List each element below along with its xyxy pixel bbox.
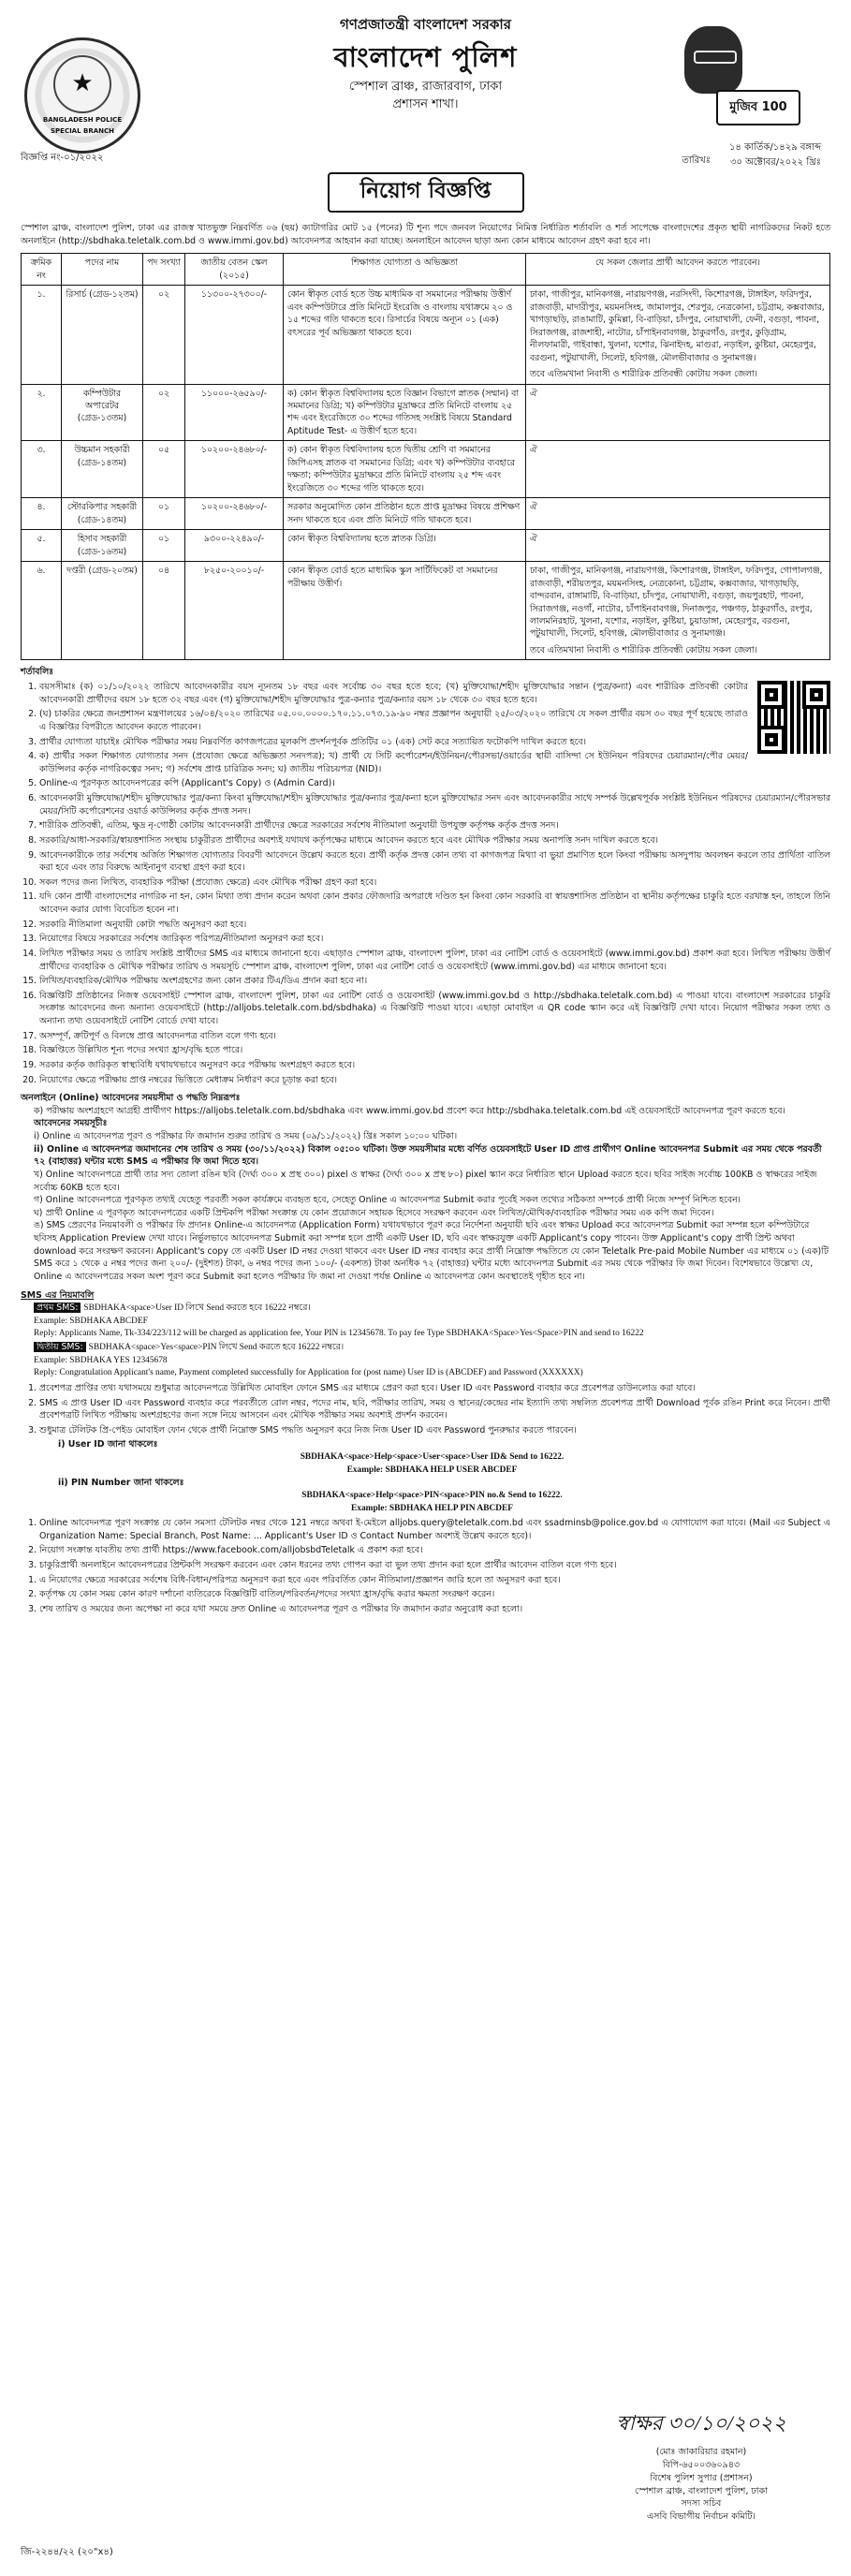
- online-start-text: Online এ আবেদনপত্র পূরণ ও পরীক্ষার ফি জমাদান শুরুর তারিখ ও সময় (০৯/১১/২০২২) খ্রিঃ সকাল ১০:০০ ঘটিকা।: [42, 1131, 458, 1142]
- col-count: পদ সংখ্যা: [143, 254, 185, 286]
- list-item: 11. যদি কোন প্রার্থী বাংলাদেশের নাগরিক না হন, কোন মিথ্যা তথ্য প্রদান করেন অথবা কোন প্রকার ফৌজদারি অপরাধে দণ্ডিত হন কিংবা কোন সরকারি বা স্বায়ত্তশাসিত প্রতিষ্ঠান বা স্থানীয় কর্তৃপক্ষের চাকুরি হতে বরখাস্ত হন, তাহলে তিনি আবেদন করার যোগ্য বিবেচিত হবেন না।: [39, 891, 830, 916]
- table-row: [22, 498, 830, 530]
- government-name: গণপ্রজাতন্ত্রী বাংলাদেশ সরকার: [340, 16, 511, 33]
- list-item: 14. লিখিত পরীক্ষার সময় ও তারিখ সংশ্লিষ্ট প্রার্থীদের SMS এর মাধ্যমে জানানো হবে। এছাড়াও স্পেশাল ব্রাঞ্চ, বাংলাদেশ পুলিশ, ঢাকা এর নোটিশ বোর্ড ও ওয়েবসাইটে (www.immi.gov.bd) প্রকাশ করা হবে। লিখিত পরীক্ষায় উত্তীর্ণ প্রার্থীদের ব্যবহারিক ও মৌখিক পরীক্ষার তারিখ ও সময়সূচি স্পেশাল ব্রাঞ্চ, বাংলাদেশ পুলিশ, ঢাকা এর নোটিশ বোর্ড ও ওয়েবসাইটে (www.immi.gov.bd) এর মাধ্যমে জানানো হবে।: [39, 948, 830, 973]
- cell-scale-text: ৮২৫০-২০০১০/-: [203, 566, 265, 577]
- cell-count: [143, 286, 185, 384]
- conditions-list: [21, 681, 830, 1086]
- list-item: 8. সরকারি/আধা-সরকারি/স্বায়ত্তশাসিত সংস্থায় চাকুরীরত প্রার্থীদের অবশ্যই যথাযথ কর্তৃপক্ষের মাধ্যমে আবেদন করতে হবে এবং মৌখিক পরীক্ষার সময় অনাপত্তি সনদ দাখিল করতে হবে।: [39, 834, 830, 847]
- table-header-row: [22, 254, 830, 286]
- list-item: 13. নিয়োগের বিষয়ে সরকারের সর্বশেষ জারিকৃত পরিপত্র/নীতিমালা অনুসরণ করা হবে।: [39, 933, 830, 946]
- list-item: 3. শুধুমাত্র টেলিটক প্রি-পেইড মোবাইল ফোন থেকে প্রার্থী নিম্নোক্ত SMS পদ্ধতি অনুসরণ করে নিজ নিজ User ID এবং Password পুনরুদ্ধার করতে পারবেন।: [39, 1424, 830, 1437]
- cell-count: [143, 530, 185, 562]
- memo-number: বিজ্ঞপ্তি নং-০১/২০২২: [21, 153, 104, 163]
- cell-districts-text: ঢাকা, গাজীপুর, মানিকগঞ্জ, নারায়ণগঞ্জ, কিশোরগঞ্জ, টাঙ্গাইল, ফরিদপুর, গোপালগঞ্জ, রাজবাড়ী, শরীয়তপুর, ময়মনসিংহ, নেত্রকোনা, চট্টগ্রাম, কক্সবাজার, খাগড়াছড়ি, বান্দরবান, রাঙ্গামাটি, বি-বাড়িয়া, চাঁদপুর, নোয়াখালী, বগুড়া, জয়পুরহাট, পাবনা, সিরাজগঞ্জ, নওগাঁ, নাটোর, চাঁপাইনবাবগঞ্জ, দিনাজপুর, পঞ্চগড়, ঠাকুরগাঁও, রংপুর, লালমনিরহাট, খুলনা, যশোর, নড়াইল, কুষ্টিয়া, চুয়াডাঙ্গা, মেহেরপুর, বরগুনা, পটুয়াখালী, সিলেট, হবিগঞ্জ, মৌলভীবাজার ও সুনামগঞ্জ।: [530, 566, 823, 640]
- lost-user-cmd: SBDHAKA<space>Help<space>User<space>User ID& Send to 16222.: [300, 1452, 565, 1463]
- list-item: 2. কর্তৃপক্ষ যে কোন সময় কোন কারণ দর্শানো ব্যতিরেকে বিজ্ঞপ্তিটি বাতিল/পরিবর্তন/পদের সংখ্যা হ্রাস/বৃদ্ধি করার ক্ষমতা সংরক্ষণ করেন।: [39, 1588, 830, 1601]
- cell-count-text: ০৫: [157, 445, 170, 456]
- cell-sl: [22, 498, 62, 530]
- cell-count: [143, 441, 185, 498]
- cell-scale: [185, 530, 284, 562]
- list-item: 12. সরকারি নীতিমালা অনুযায়ী কোটা পদ্ধতি অনুসরণ করা হবে।: [39, 919, 830, 932]
- section-name: প্রশাসন শাখা।: [392, 96, 459, 111]
- cell-sl: [22, 384, 62, 441]
- list-item: 3. চাকুরিপ্রার্থী অনলাইনে আবেদনপত্রের প্রিন্টকপি সংরক্ষণ করবেন এবং কোন ধরনের তথ্য গোপন করা বা ভুল তথ্য প্রদান করা হলে প্রার্থীর আবেদন বাতিল বলে গণ্য হবে।: [39, 1559, 830, 1572]
- online-copy: ঘ) প্রার্থী Online এ পূরণকৃত আবেদনপত্রের একটি প্রিন্টকপি পরীক্ষা সংক্রান্ত যে কোন প্রয়োজনে সহায়ক হিসেবে সংরক্ষণ করবেন এবং লিখিত/মৌখিক/ব্যবহারিক পরীক্ষার সময় এক কপি জমা দিবেন।: [34, 1207, 714, 1218]
- cell-districts: [526, 498, 830, 530]
- final-notes: [21, 1574, 830, 1616]
- cell-districts: [526, 286, 830, 384]
- cell-scale: [185, 384, 284, 441]
- date-block: [682, 140, 821, 170]
- portrait-image: [675, 22, 799, 133]
- list-item: 4. ক) প্রার্থীর সকল শিক্ষাগত যোগ্যতার সনদ (প্রযোজ্য ক্ষেত্রে অভিজ্ঞতা সনদপত্র); খ) প্রার্থী যে সিটি কর্পোরেশন/ইউনিয়ন/পৌরসভা/ওয়ার্ডের স্থায়ী বাসিন্দা সে ইউনিয়ন পরিষদের চেয়ারম্যান/পৌর মেয়র/কাউন্সিলর কর্তৃক নাগরিকত্বের সনদ; গ) সর্বশেষ প্রাপ্ত চারিত্রিক সনদ; ঘ) জাতীয় পরিচয়পত্র (NID)।: [39, 750, 830, 775]
- date-english: ৩০ অক্টোবর/২০২২ খ্রিঃ: [729, 157, 821, 168]
- cell-sl: [22, 286, 62, 384]
- table-row: [22, 384, 830, 441]
- cell-districts: [526, 530, 830, 562]
- list-item: 16. বিজ্ঞপ্তিটি প্রতিষ্ঠানের নিজস্ব ওয়েবসাইট স্পেশাল ব্রাঞ্চ, বাংলাদেশ পুলিশ, ঢাকা এর নোটিশ বোর্ড ও ওয়েবসাইট (www.immi.gov.bd ও http://sbdhaka.teletalk.com.bd) এ পাওয়া যাবে। বাংলাদেশ সরকারের চাকুরি সংক্রান্ত আবেদনের জন্য অন্যান্য ওয়েবসাইটে (http://alljobs.teletalk.com.bd/sbdhaka) এ বিজ্ঞপ্তিটি পাওয়া যাবে। এছাড়া মোবাইল এ QR code স্ক্যান করে এই বিজ্ঞপ্তিটি দেখা যাবে। নিয়োগ পরীক্ষার সকল তথ্য ও অন্যান্য তথ্য ওয়েবসাইটে নোটিশ বোর্ডে দেখা যাবে।: [39, 990, 830, 1028]
- cell-count-text: ০১: [157, 502, 170, 513]
- lost-pin-example: Example: SBDHAKA HELP PIN ABCDEF: [351, 1503, 513, 1513]
- cell-qual-text: সরকার অনুমোদিত কোন প্রতিষ্ঠান হতে প্রাপ্ত মুদ্রাক্ষর বিষয়ে প্রশিক্ষণ সনদ থাকতে হবে এবং প্রতি মিনিটে গতি থাকতে হবে।: [287, 502, 521, 525]
- cell-post: [62, 498, 143, 530]
- cell-post-text: দপ্তরী (গ্রেড-২০তম): [66, 566, 138, 577]
- cell-post: [62, 286, 143, 384]
- notice-title: নিয়োগ বিজ্ঞপ্তি: [328, 172, 524, 213]
- list-item: 5. Online-এ পূরণকৃত আবেদনপত্রের কপি (Applicant's Copy) ও (Admin Card)।: [39, 777, 830, 790]
- first-sms-label: প্রথম SMS:: [34, 1303, 81, 1313]
- list-item: 2. নিয়োগ সংক্রান্ত যাবতীয় তথ্য প্রার্থী https://www.facebook.com/alljobsbdTeletalk এ প্রকাশ করা হবে।: [39, 1544, 830, 1557]
- cell-post-text: উচ্চমান সহকারী (গ্রেড-১৪তম): [74, 445, 130, 468]
- sms-second: [21, 1341, 830, 1355]
- cell-sl-text: ১.: [37, 289, 46, 301]
- deadline-title: আবেদনের সময়সূচীঃ: [34, 1118, 108, 1129]
- cell-post: [62, 384, 143, 441]
- col-qualification: শিক্ষাগত যোগ্যতা ও অভিজ্ঞতা: [284, 254, 526, 286]
- online-photo: খ) Online আবেদনপত্রে প্রার্থী তার সদ্য তোলা রঙিন ছবি (দৈর্ঘ্য ৩০০ x প্রস্থ ৩০০) pixel ও স্বাক্ষর (দৈর্ঘ্য ৩০০ x প্রস্থ ৮০) pixel স্ক্যান করে নির্ধারিত স্থানে Upload করতে হবে। ছবির সাইজ সর্বোচ্চ 100KB ও স্বাক্ষরের সাইজ সর্বোচ্চ 60KB হতে হবে।: [34, 1169, 817, 1193]
- cell-sl: [22, 441, 62, 498]
- date-label: তারিখঃ: [682, 155, 711, 166]
- cell-scale-text: ১১০০০-২৬৫৯০/-: [200, 388, 268, 399]
- cell-districts: [526, 562, 830, 660]
- cell-qual-text: কোন স্বীকৃত বোর্ড হতে মাধ্যমিক স্কুল সার্টিফিকেট বা সমমানের পরীক্ষায় উত্তীর্ণ।: [287, 566, 498, 589]
- sms-title: SMS এর নিয়মাবলি: [21, 1289, 95, 1301]
- cell-qual: [284, 562, 526, 660]
- cell-scale: [185, 562, 284, 660]
- cell-scale: [185, 498, 284, 530]
- cell-sl-text: ৩.: [37, 445, 46, 456]
- cell-scale: [185, 441, 284, 498]
- cell-sl: [22, 562, 62, 660]
- cell-qual: [284, 384, 526, 441]
- col-districts: যে সকল জেলার প্রার্থী আবেদন করতে পারবেন।: [526, 254, 830, 286]
- online-end: ii) Online এ আবেদনপত্র জমাদানের শেষ তারিখ ও সময় (৩০/১১/২০২২) বিকাল ০৫:০০ ঘটিকা। উক্ত সময়সীমার মধ্যে বর্ণিত ওয়েবসাইটে User ID প্রাপ্ত প্রার্থীগণ Online আবেদনপত্র Submit এর সময় থেকে পরবর্তী ৭২ (বাহাত্তর) ঘন্টার মধ্যে SMS এ পরীক্ষার ফি জমা দিতে হবে।: [34, 1143, 822, 1168]
- lost-pin-cmd: SBDHAKA<space>Help<space>PIN<space>PIN no.& Send to 16222.: [301, 1490, 563, 1500]
- date-bangla: ১৪ কার্তিক/১৪২৯ বঙ্গাব্দ: [728, 142, 821, 153]
- cell-count-text: ০২: [157, 289, 170, 301]
- cell-sl-text: ৪.: [37, 502, 46, 513]
- cell-count: [143, 384, 185, 441]
- online-start: i) Online এ আবেদনপত্র পূরণ ও পরীক্ষার ফি জমাদান শুরুর তারিখ ও সময় (০৯/১১/২০২২) খ্রিঃ সকাল ১০:০০ ঘটিকা।: [34, 1131, 458, 1142]
- glasses-icon: [694, 51, 737, 64]
- table-row: [22, 562, 830, 660]
- signature-block: [589, 2408, 814, 2524]
- list-item: 2. SMS এ প্রাপ্ত User ID এবং Password ব্যবহার করে পরবর্তীতে রোল নম্বর, পদের নাম, ছবি, পরীক্ষার তারিখ, সময় ও স্থানের/কেন্দ্রের নাম ইত্যাদি তথ্য সম্বলিত প্রবেশপত্র প্রার্থী Download পূর্বক রঙিন Print করে নিবেন। প্রার্থী প্রবেশপত্রটি লিখিত পরীক্ষায় অংশগ্রহণের জন্য সঙ্গে নিয়ে আসবেন এবং মৌখিক পরীক্ষার সময় অবশ্যই প্রদর্শন করবেন।: [39, 1397, 830, 1422]
- cell-sl-text: ৫.: [37, 534, 46, 545]
- col-sl: ক্রমিক নং: [22, 254, 62, 286]
- cell-sl: [22, 530, 62, 562]
- second-sms-reply: Reply: Congratulation Applicant's name, Payment completed successfully for Application for (post name) User ID is (ABCDEF) and Password (XXXXXX): [34, 1368, 583, 1378]
- cell-districts-text: ঐ: [530, 502, 537, 513]
- list-item: 19. সরকার কর্তৃক জারিকৃত স্বাস্থ্যবিধি যথাযথভাবে অনুসরণ করে পরীক্ষায় অংশগ্রহণ করতে হবে।: [39, 1059, 830, 1072]
- list-item: 7. শারীরিক প্রতিবন্ধী, এতিম, ক্ষুদ্র নৃ-গোষ্ঠী কোটায় আবেদনকারী প্রার্থীদের ক্ষেত্রে সরকারের সর্বশেষ নীতিমালা অনুযায়ী উপযুক্ত কর্তৃপক্ষ কর্তৃক প্রদত্ত সনদ।: [39, 819, 830, 832]
- signer-name: (মোঃ জাকারিয়ার রহমান): [655, 2447, 747, 2458]
- list-item: 18. বিজ্ঞপ্তিতে উল্লিখিত শূন্য পদের সংখ্যা হ্রাস/বৃদ্ধি হতে পারে।: [39, 1044, 830, 1057]
- list-item: 2. (ঘ) চাকরির ক্ষেত্রে জনপ্রশাসন মন্ত্রণালয়ের ১৬/০৪/২০২০ তারিখের ০৫.০০.০০০০.১৭০.১১.০৭৩.১৯-৯০ নম্বর প্রজ্ঞাপন অনুযায়ী ২৫/০৩/২০২০ তারিখে যে সকল প্রার্থীর বয়স ৩০ বছর পূর্ণ হয়েছে তারাও এ বিজ্ঞপ্তির বিপরীতে আবেদন করতে পারবেন।: [39, 708, 830, 733]
- conditions-title: শর্তাবলিঃ: [21, 667, 54, 678]
- list-item: 1. এ নিয়োগের ক্ষেত্রে সরকারের সর্বশেষ বিধি-বিধান/পরিপত্র অনুসরণ করা হবে এবং পরিবর্তিত কোন নীতিমালা/প্রজ্ঞাপন জারি হলে তা অনুসরণ করা হবে।: [39, 1574, 830, 1587]
- reference-row: [21, 142, 830, 170]
- cell-post-text: স্টোরকিপার সহকারী (গ্রেড-১৪তম): [66, 502, 138, 525]
- first-sms-reply: Reply: Applicants Name, Tk-334/223/112 will be charged as application fee, Your PIN is 12345678. To pay fee Type SBDHAKA<Space>Yes<Space>PIN and send to 16222: [34, 1329, 644, 1339]
- cell-post: [62, 562, 143, 660]
- cell-post-text: রিসার্চ (গ্রেড-১২তম): [66, 289, 139, 301]
- logo-text: BANGLADESH POLICE: [42, 115, 123, 124]
- online-fill: গ) Online আবেদনপত্রে পূরণকৃত তথ্যই যেহেতু পরবর্তী সকল কার্যক্রমে ব্যবহৃত হবে, সেহেতু Online এ আবেদনপত্র Submit করার পূর্বেই সকল তথ্যের সঠিকতা সম্পর্কে প্রার্থী নিজে সম্পূর্ণ নিশ্চিত হবেন।: [34, 1195, 741, 1206]
- cell-qual-text: কোন স্বীকৃত বোর্ড হতে উচ্চ মাধ্যমিক বা সমমানের পরীক্ষায় উত্তীর্ণ এবং কম্পিউটারে প্রতি মিনিটে ইংরেজি ও বাংলায় যথাক্রমে ২০ ও ১৫ শব্দের গতি থাকতে হবে। রিসার্চের বিষয়ে অন্যূন ০১ (এক) বৎসরের পূর্ব অভিজ্ঞতা থাকতে হবে।: [287, 289, 513, 338]
- second-sms-cmd: SBDHAKA<space>Yes<space>PIN লিখে Send করতে হবে 16222 নম্বরে।: [88, 1343, 345, 1353]
- cell-districts-note: তবে এতিমখানা নিবাসী ও শারীরিক প্রতিবন্ধী কোটায় সকল জেলা।: [530, 369, 758, 380]
- cell-count: [143, 562, 185, 660]
- cell-qual: [284, 530, 526, 562]
- cell-sl-text: ৬.: [37, 566, 46, 577]
- cell-scale-text: ১০২০০-২৪৬৮০/-: [200, 445, 268, 456]
- cell-post: [62, 441, 143, 498]
- online-end-text: Online এ আবেদনপত্র জমাদানের শেষ তারিখ ও সময় (৩০/১১/২০২২) বিকাল ০৫:০০ ঘটিকা। উক্ত সময়সীমার মধ্যে বর্ণিত ওয়েবসাইটে User ID প্রাপ্ত প্রার্থীগণ Online আবেদনপত্র Submit এর সময় থেকে পরবর্তী ৭২ (বাহাত্তর) ঘন্টার মধ্যে SMS এ পরীক্ষার ফি জমা দিতে হবে।: [34, 1143, 822, 1168]
- header: [21, 13, 830, 172]
- cell-districts: [526, 384, 830, 441]
- signature-scribble: স্বাক্ষর ৩০/১০/২০২২: [616, 2411, 786, 2436]
- cell-count-text: ০৪: [157, 566, 170, 577]
- cell-post: [62, 530, 143, 562]
- cell-qual: [284, 498, 526, 530]
- lost-pin-title: ii) PIN Number জানা থাকলেঃ: [58, 1478, 184, 1489]
- qr-code[interactable]: [757, 681, 830, 754]
- table-row: [22, 286, 830, 384]
- cell-qual-text: কোন স্বীকৃত বিশ্ববিদ্যালয় হতে স্নাতক ডিগ্রি।: [287, 534, 436, 545]
- lost-user-title: i) User ID জানা থাকলেঃ: [58, 1439, 158, 1450]
- mujib-100-logo: মুজিব 100: [716, 90, 800, 125]
- signer-role: সদস্য সচিব: [681, 2498, 722, 2510]
- list-item: 15. লিখিত/ব্যবহারিক/মৌখিক পরীক্ষায় অংশগ্রহণের জন্য কোন প্রকার টিএ/ডিএ প্রদান করা হবে না।: [39, 975, 830, 988]
- cell-districts-note: তবে এতিমখানা নিবাসী ও শারীরিক প্রতিবন্ধী কোটায় সকল জেলা।: [530, 644, 758, 655]
- col-post: পদের নাম: [62, 254, 143, 286]
- sms-notes: [21, 1382, 830, 1437]
- online-intro: ক) পরীক্ষায় অংশগ্রহণে আগ্রহী প্রার্থীগণ https://alljobs.teletalk.com.bd/sbdhaka এবং www.immi.gov.bd প্রবেশ করে http://sbdhaka.teletalk.com.bd এই ওয়েবসাইটে আবেদনপত্র পূরণ করতে হবে।: [34, 1105, 785, 1116]
- department-name: বাংলাদেশ পুলিশ: [333, 40, 518, 73]
- cell-scale-text: ১১৩০০-২৭৩০০/-: [200, 289, 268, 301]
- sms-first: [21, 1302, 830, 1316]
- cell-post-text: হিসাব সহকারী (গ্রেড-১৬তম): [77, 534, 127, 557]
- cell-count-text: ০২: [157, 388, 170, 399]
- online-sms-fee-text: SMS প্রেরণের নিয়মাবলী ও পরীক্ষার ফি প্রদানঃ Online-এ আবেদনপত্র (Application Form) যথাযথভাবে পূরণ করে নির্দেশনা অনুযায়ী ছবি এবং স্বাক্ষর Upload করে আবেদনপত্র Submit করা সম্পন্ন হলে কম্পিউটারে ছবিসহ Application Preview দেখা যাবে। নির্ভুলভাবে আবেদনপত্র Submit করা সম্পন্ন হলে প্রার্থী একটি User ID, ছবি এবং স্বাক্ষরযুক্ত একটি Applicant's copy পাবেন। উক্ত Applicant's copy প্রার্থী প্রিন্ট অথবা download করে সংরক্ষণ করবেন। Applicant's copy তে একটি User ID নম্বর দেওয়া থাকবে এবং User ID নম্বর ব্যবহার করে প্রার্থী নিম্নোক্ত পদ্ধতিতে যে কোন Teletalk Pre-paid Mobile Number এর মাধ্যমে ০১ (এক)টি SMS করে ১ থেকে ৫ নম্বর পদের জন্য ২০০/- (দুইশত) টাকা, ৬ নম্বর পদের জন্য ১০০/- (একশত) টাকা অনধিক ৭২ (বাহাত্তর) ঘন্টার মধ্যে আবেদনপত্র Submit এর সময় থেকে পরীক্ষার ফি জমা দিবেন। বিশেষভাবে উল্লেখ্য যে, Online এ আবেদনপত্রের সকল অংশ পূরণ করে Submit করা হলেও পরীক্ষার ফি জমা না দেওয়া পর্যন্ত Online এ আবেদনপত্র কোন অবস্থাতেই গৃহীত হবে না।: [34, 1220, 829, 1282]
- online-title: অনলাইনে (Online) আবেদনের সময়সীমা ও পদ্ধতি নিম্নরূপঃ: [21, 1093, 241, 1104]
- footer-code: জি-২২৪৪/২২ (২০"x৪): [21, 2546, 113, 2557]
- list-item: 6. আবেদনকারী মুক্তিযোদ্ধা/শহীদ মুক্তিযোদ্ধার পুত্র/কন্যা কিংবা মুক্তিযোদ্ধা/শহীদ মুক্তিযোদ্ধার পুত্র/কন্যার পুত্র/কন্যা হলে মুক্তিযোদ্ধার সনদ এবং আবেদনকারীর সাথে সম্পর্ক উল্লেখপূর্বক সংশ্লিষ্ট ইউনিয়ন পরিষদের চেয়ারম্যান/পৌরসভার মেয়র/সিটি কর্পোরেশনের ওয়ার্ড কাউন্সিলর কর্তৃক প্রদত্ত সনদ।: [39, 792, 830, 817]
- list-item: 1. বয়সসীমাঃ (ক) ০১/১০/২০২২ তারিখে আবেদনকারীর বয়স ন্যূনতম ১৮ বছর এবং সর্বোচ্চ ৩০ বছর হতে হবে; (খ) মুক্তিযোদ্ধা/শহীদ মুক্তিযোদ্ধার সন্তান (পুত্র/কন্যা) এবং শারীরিক প্রতিবন্ধী কোটার আবেদনকারী প্রার্থীদের বয়স ১৮ হতে ৩২ বছর এবং (গ) মুক্তিযোদ্ধা/শহীদ মুক্তিযোদ্ধার পুত্র-কন্যার পুত্র/কন্যার বয়স ১৮ থেকে ৩০ বছর হতে হবে।: [39, 681, 830, 706]
- cell-districts-text: ঢাকা, গাজীপুর, মানিকগঞ্জ, নারায়ণগঞ্জ, নরসিংদী, কিশোরগঞ্জ, টাঙ্গাইল, ফরিদপুর, রাজবাড়ী, মাদারীপুর, ময়মনসিংহ, জামালপুর, শেরপুর, নেত্রকোনা, চট্টগ্রাম, কক্সবাজার, খাগড়াছড়ি, রাঙামাটি, কুমিল্লা, বি-বাড়িয়া, চাঁদপুর, নোয়াখালী, ফেনী, বগুড়া, পাবনা, সিরাজগঞ্জ, রাজশাহী, নাটোর, চাঁপাইনবাবগঞ্জ, ঠাকুরগাঁও, রংপুর, কুড়িগ্রাম, নীলফামারী, গাইবান্ধা, খুলনা, যশোর, ঝিনাইদহ, মাগুরা, নড়াইল, কুষ্টিয়া, মেহেরপুর, বরগুনা, পটুয়াখালী, সিলেট, হবিগঞ্জ, মৌলভীবাজার ও সুনামগঞ্জ।: [530, 289, 825, 363]
- cell-qual-text: ক) কোন স্বীকৃত বিশ্ববিদ্যালয় হতে দ্বিতীয় শ্রেণি বা সমমানের জিপিএসহ স্নাতক বা সমমানের ডিগ্রি; এবং খ) কম্পিউটার ব্যবহারে দক্ষতা; কম্পিউটার মুদ্রাক্ষরে প্রতি মিনিটে বাংলায় ২৫ শব্দ এবং ইংরেজিতে ৩০ শব্দের গতি থাকতে হবে।: [287, 445, 515, 493]
- list-item: 17. অসম্পূর্ণ, ক্রটিপূর্ণ ও বিলম্বে প্রাপ্ত আবেদনপত্র বাতিল বলে গণ্য হবে।: [39, 1030, 830, 1043]
- posts-table: [21, 253, 830, 660]
- list-item: 10. সকল পদের জন্য লিখিত, ব্যবহারিক পরীক্ষা (প্রযোজ্য ক্ষেত্রে) এবং মৌখিক পরীক্ষা গ্রহণ করা হবে।: [39, 876, 830, 890]
- cell-districts: [526, 441, 830, 498]
- online-fill-text: Online আবেদনপত্রে পূরণকৃত তথ্যই যেহেতু পরবর্তী সকল কার্যক্রমে ব্যবহৃত হবে, সেহেতু Online এ আবেদনপত্র Submit করার পূর্বেই সকল তথ্যের সঠিকতা সম্পর্কে প্রার্থী নিজে সম্পূর্ণ নিশ্চিত হবেন।: [45, 1195, 741, 1206]
- cell-qual-text: ক) কোন স্বীকৃত বিশ্ববিদ্যালয় হতে বিজ্ঞান বিভাগে স্নাতক (সম্মান) বা সমমানের ডিগ্রি; খ) কম্পিউটার মুদ্রাক্ষরে প্রতি মিনিটে বাংলায় ২৫ শব্দ এবং ইংরেজিতে ৩০ শব্দের গতিসহ সংশ্লিষ্ট বিষয়ে Standard Aptitude Test- এ উত্তীর্ণ হতে হবে।: [287, 388, 520, 436]
- branch-name: স্পেশাল ব্রাঞ্চ, রাজারবাগ, ঢাকা: [348, 79, 503, 94]
- second-sms-example: Example: SBDHAKA YES 12345678: [34, 1355, 168, 1365]
- cell-districts-text: ঐ: [530, 388, 537, 399]
- list-item: 1. Online আবেদনপত্র পূরণ সংক্রান্ত যে কোন সমস্যা টেলিটক নম্বর থেকে 121 নম্বরে অথবা ই-মেইলে alljobs.query@teletalk.com.bd এবং ssadminsb@police.gov.bd এ যোগাযোগ করা যাবে। (Mail এর Subject এ Organization Name: Special Branch, Post Name: ... Applicant's User ID ও Contact Number অবশ্যই উল্লেখ করতে হবে)।: [39, 1517, 830, 1542]
- cell-count-text: ০১: [157, 534, 170, 545]
- list-item: 9. আবেদনকারীকে তার সর্বশেষ অর্জিত শিক্ষাগত যোগ্যতার বিবরণী আবেদনে উল্লেখ করতে হবে। প্রার্থী কর্তৃক প্রদত্ত কোন তথ্য বা কাগজপত্র মিথ্যা বা ভুয়া প্রমাণিত হলে কিংবা পরীক্ষায় অসদুপায় অবলম্বন করলে তার প্রার্থিতা বাতিল করা হবে এবং তার বিরুদ্ধে আইনানুগ ব্যবস্থা গ্রহণ করা হবে।: [39, 849, 830, 875]
- col-scale: জাতীয় বেতন স্কেল (২০১৫): [185, 254, 284, 286]
- list-item: 3. প্রার্থীর যোগ্যতা যাচাইঃ মৌখিক পরীক্ষার সময় নিম্নবর্ণিত কাগজপত্রের মূলকপি প্রদর্শনপূর্বক প্রতিটির ০১ (এক) সেট করে সত্যায়িত ফটোকপি দাখিল করতে হবে।: [39, 736, 830, 749]
- intro-paragraph: স্পেশাল ব্রাঞ্চ, বাংলাদেশ পুলিশ, ঢাকা এর রাজস্ব খাতভুক্ত নিম্নবর্ণিত ০৬ (ছয়) ক্যাটাগরির মোট ১৫ (পনের) টি শূন্য পদে জনবল নিয়োগের নিমিত্ত নির্ধারিত শর্তাবলি ও শর্ত সাপেক্ষে বাংলাদেশের প্রকৃত স্থায়ী নাগরিকদের নিকট হতে অনলাইনে (http://sbdhaka.teletalk.com.bd ও www.immi.gov.bd) আবেদনপত্র আহবান করা যাচ্ছে। অনলাইনে আবেদন ছাড়া অন্য কোন মাধ্যমে আবেদন গ্রহণ করা হবে না।: [21, 223, 830, 246]
- extra-notes: [21, 1517, 830, 1572]
- first-sms-cmd: SBDHAKA<space>User ID লিখে Send করতে হবে 16222 নম্বরে।: [83, 1303, 311, 1314]
- cell-scale: [185, 286, 284, 384]
- police-emblem-icon: ★: [53, 55, 111, 113]
- online-sms-fee: ঙ) SMS প্রেরণের নিয়মাবলী ও পরীক্ষার ফি প্রদানঃ Online-এ আবেদনপত্র (Application Form) যথাযথভাবে পূরণ করে নির্দেশনা অনুযায়ী ছবি এবং স্বাক্ষর Upload করে আবেদনপত্র Submit করা সম্পন্ন হলে কম্পিউটারে ছবিসহ Application Preview দেখা যাবে। নির্ভুলভাবে আবেদনপত্র Submit করা সম্পন্ন হলে প্রার্থী একটি User ID, ছবি এবং স্বাক্ষরযুক্ত একটি Applicant's copy পাবেন। উক্ত Applicant's copy প্রার্থী প্রিন্ট অথবা download করে সংরক্ষণ করবেন। Applicant's copy তে একটি User ID নম্বর দেওয়া থাকবে এবং User ID নম্বর ব্যবহার করে প্রার্থী নিম্নোক্ত পদ্ধতিতে যে কোন Teletalk Pre-paid Mobile Number এর মাধ্যমে ০১ (এক)টি SMS করে ১ থেকে ৫ নম্বর পদের জন্য ২০০/- (দুইশত) টাকা, ৬ নম্বর পদের জন্য ১০০/- (একশত) টাকা অনধিক ৭২ (বাহাত্তর) ঘন্টার মধ্যে আবেদনপত্র Submit এর সময় থেকে পরীক্ষার ফি জমা দিবেন। বিশেষভাবে উল্লেখ্য যে, Online এ আবেদনপত্রের সকল অংশ পূরণ করে Submit করা হলেও পরীক্ষার ফি জমা না দেওয়া পর্যন্ত Online এ আবেদনপত্র কোন অবস্থাতেই গৃহীত হবে না।: [34, 1220, 829, 1282]
- online-photo-text: Online আবেদনপত্রে প্রার্থী তার সদ্য তোলা রঙিন ছবি (দৈর্ঘ্য ৩০০ x প্রস্থ ৩০০) pixel ও স্বাক্ষর (দৈর্ঘ্য ৩০০ x প্রস্থ ৮০) pixel স্ক্যান করে নির্ধারিত স্থানে Upload করতে হবে। ছবির সাইজ সর্বোচ্চ 100KB ও স্বাক্ষরের সাইজ সর্বোচ্চ 60KB হতে হবে।: [34, 1169, 817, 1193]
- cell-scale-text: ১০২০০-২৪৬৮০/-: [200, 502, 268, 513]
- list-item: 1. প্রবেশপত্র প্রাপ্তির তথ্য যথাসময়ে শুধুমাত্র আবেদনপত্রে উল্লিখিত মোবাইল ফোনে SMS এর মাধ্যমে প্রেরণ করা হবে। User ID এবং Password ব্যবহার করে প্রবেশপত্র ডাউনলোড করা যাবে।: [39, 1382, 830, 1395]
- first-sms-example: Example: SBDHAKA ABCDEF: [34, 1316, 148, 1326]
- signer-office: স্পেশাল ব্রাঞ্চ, বাংলাদেশ পুলিশ, ঢাকা: [635, 2485, 768, 2496]
- cell-districts-text: ঐ: [530, 534, 537, 545]
- list-item: 3. শেষ তারিখ ও সময়ের জন্য অপেক্ষা না করে যথা সময়ে দ্রুত Online এ আবেদনপত্র পূরণ ও পরীক্ষার ফি জমাদান করার অনুরোধ করা হলো।: [39, 1603, 830, 1616]
- lost-user-example: Example: SBDHAKA HELP USER ABCDEF: [346, 1465, 518, 1475]
- cell-sl-text: ২.: [37, 388, 46, 399]
- second-sms-label: দ্বিতীয় SMS:: [34, 1342, 86, 1352]
- cell-scale-text: ৯৩০০-২২৪৯০/-: [203, 534, 265, 545]
- list-item: 20. নিয়োগের ক্ষেত্রে পরীক্ষায় প্রাপ্ত নম্বরের ভিত্তিতে মেধাক্রম নির্ধারণ করে চূড়ান্ত করা হবে।: [39, 1074, 830, 1087]
- cell-count: [143, 498, 185, 530]
- cell-districts-text: ঐ: [530, 445, 537, 456]
- signer-bp: বিপি-৬৫০০৩৬০৯৪৩: [662, 2460, 741, 2471]
- cell-qual: [284, 441, 526, 498]
- online-copy-text: প্রার্থী Online এ পূরণকৃত আবেদনপত্রের একটি প্রিন্টকপি পরীক্ষা সংক্রান্ত যে কোন প্রয়োজনে সহায়ক হিসেবে সংরক্ষণ করবেন এবং লিখিত/মৌখিক/ব্যবহারিক পরীক্ষার সময় এক কপি জমা দিবেন।: [45, 1207, 714, 1218]
- cell-post-text: কম্পিউটার অপারেটর (গ্রেড-১৩তম): [77, 388, 127, 424]
- cell-qual: [284, 286, 526, 384]
- table-row: [22, 441, 830, 498]
- signer-rank: বিশেষ পুলিশ সুপার (প্রশাসন): [650, 2472, 753, 2483]
- table-row: [22, 530, 830, 562]
- logo-sub: SPECIAL BRANCH: [50, 127, 114, 135]
- signer-committee: এসবি বিভাগীয় নির্বাচন কমিটি।: [646, 2511, 756, 2523]
